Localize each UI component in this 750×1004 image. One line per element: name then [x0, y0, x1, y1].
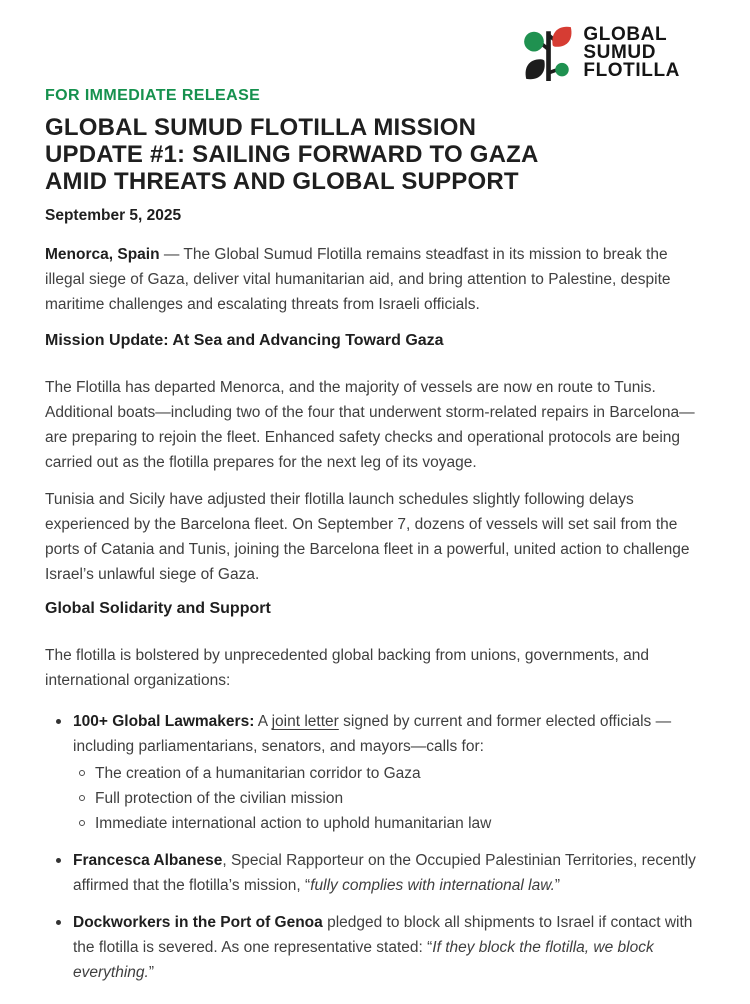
- section-heading-solidarity: Global Solidarity and Support: [45, 600, 271, 617]
- intro-text: — The Global Sumud Flotilla remains steadfast in its mission to break the illegal siege of Gaza, deliver vital humanitarian aid, and bring attention to Palestine, despite maritime challenges and escalating threats from Israeli officials.: [45, 246, 671, 313]
- albanese-quote: fully complies with international law.: [310, 877, 555, 894]
- headline-line-2: UPDATE #1: SAILING FORWARD TO GAZA: [45, 141, 539, 168]
- headline: [45, 114, 705, 195]
- logo-word-flotilla: FLOTILLA: [583, 60, 680, 81]
- mission-paragraph-2: Tunisia and Sicily have adjusted their flotilla launch schedules slightly following delays experienced by the Barcelona fleet. On September 7, dozens of vessels will set sail from the ports of Catania and Tunis, joining the Barcelona fleet in a powerful, united action to challenge Israel’s unlawful siege of Gaza.: [45, 491, 690, 583]
- headline-line-1: GLOBAL SUMUD FLOTILLA MISSION: [45, 114, 477, 141]
- logo-wordmark: [583, 26, 680, 80]
- lawmakers-demands-list: [73, 761, 705, 836]
- list-item-dockworkers: [45, 910, 705, 985]
- lawmakers-pre-link-text: A: [254, 713, 272, 730]
- dockworkers-text: pledged to block all shipments to Israel if contact with the flotilla is severed. As one representative stated: “: [73, 914, 693, 956]
- header: [45, 25, 680, 81]
- logo-word-global: GLOBAL: [583, 24, 668, 45]
- dockworkers-quote: If they block the flotilla, we block everything.: [73, 939, 654, 981]
- section-heading-mission-update: Mission Update: At Sea and Advancing Toward Gaza: [45, 332, 444, 349]
- dockworkers-label: Dockworkers in the Port of Genoa: [73, 914, 323, 931]
- global-sumud-flotilla-logo: [522, 25, 680, 81]
- dockworkers-quote-close: ”: [148, 964, 154, 981]
- list-item-albanese: [45, 848, 705, 898]
- logo-word-sumud: SUMUD: [583, 42, 657, 63]
- mission-paragraph-1: The Flotilla has departed Menorca, and the majority of vessels are now en route to Tunis. Additional boats—including two of the four that underwent storm-related repairs in Barcelona—are preparing to rejoin the fleet. Enhanced safety checks and operational protocols are being carried out as the flotilla prepares for the next leg of its voyage.: [45, 379, 695, 471]
- intro-paragraph: [45, 242, 705, 317]
- list-item-international-action: Immediate international action to uphold humanitarian law: [73, 811, 705, 836]
- albanese-name: Francesca Albanese: [73, 852, 223, 869]
- list-item-lawmakers: [45, 709, 705, 836]
- lawmakers-text: signed by current and former elected officials —including parliamentarians, senators, and mayors—calls for:: [73, 713, 672, 755]
- dateline: Menorca, Spain: [45, 246, 160, 263]
- albanese-quote-close: ”: [554, 877, 561, 894]
- list-item-civilian-protection: Full protection of the civilian mission: [73, 786, 705, 811]
- flotilla-tree-logo-icon: [522, 25, 574, 81]
- lawmakers-label: 100+ Global Lawmakers:: [73, 713, 255, 730]
- headline-line-3: AMID THREATS AND GLOBAL SUPPORT: [45, 168, 519, 195]
- support-list: [45, 709, 705, 985]
- release-label: FOR IMMEDIATE RELEASE: [45, 87, 261, 104]
- list-item-humanitarian-corridor: The creation of a humanitarian corridor to Gaza: [73, 761, 705, 786]
- date: September 5, 2025: [45, 207, 182, 224]
- joint-letter-link[interactable]: joint letter: [271, 713, 339, 730]
- solidarity-intro: The flotilla is bolstered by unprecedented global backing from unions, governments, and international organizations:: [45, 647, 650, 689]
- albanese-text: , Special Rapporteur on the Occupied Palestinian Territories, recently affirmed that the flotilla’s mission, “: [73, 852, 696, 894]
